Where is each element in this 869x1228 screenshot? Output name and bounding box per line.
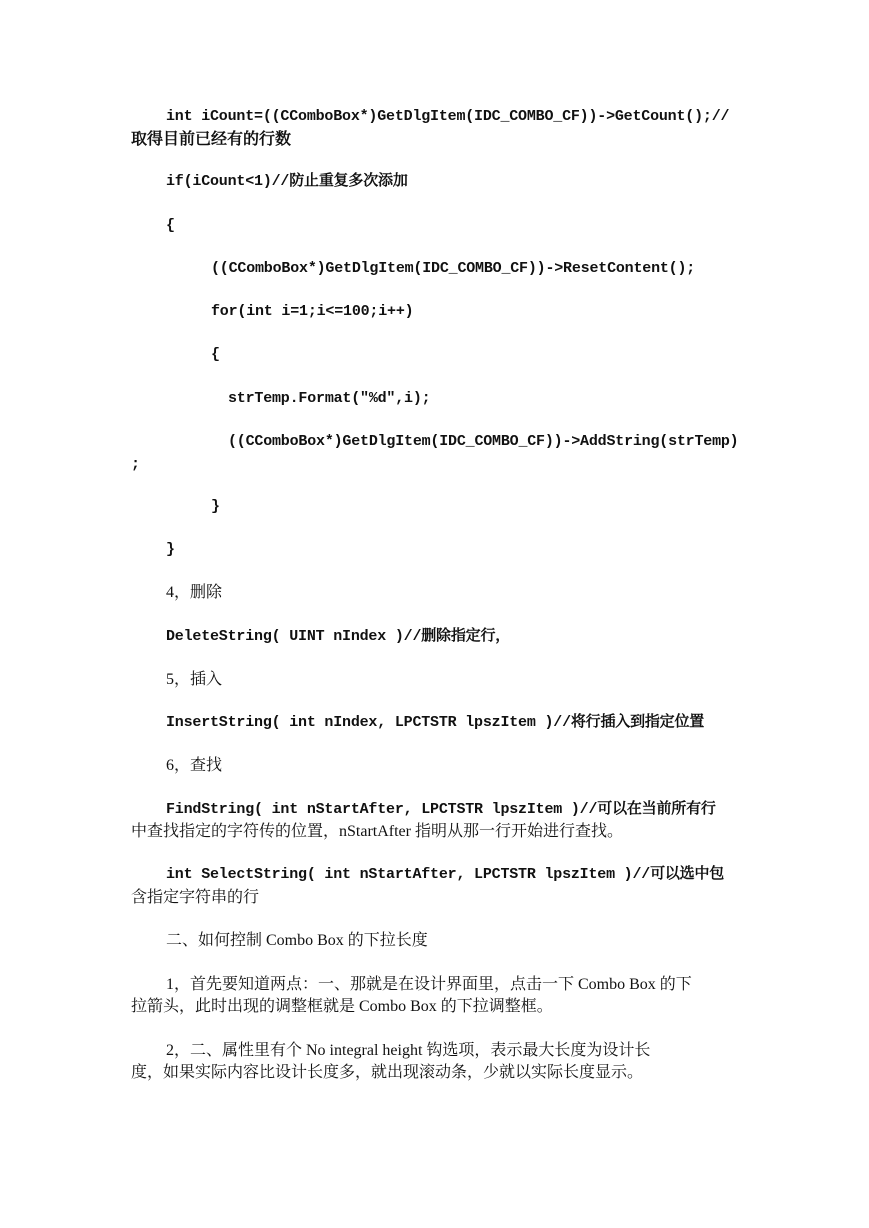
code-line-for: for(int i=1;i<=100;i++)	[211, 303, 414, 320]
heading-find: 6，查找	[166, 757, 223, 774]
code-line-if: if(iCount<1)//防止重复多次添加	[166, 173, 408, 190]
paragraph-two-line1: 2，二、属性里有个 No integral height 钩选项，表示最大长度为设计长	[166, 1042, 651, 1059]
heading-insert: 5，插入	[166, 671, 223, 688]
code-line-semicolon: ;	[131, 456, 140, 473]
code-line-findstring: FindString( int nStartAfter, LPCTSTR lpszItem )//可以在当前所有行	[166, 801, 716, 818]
paragraph-one-line1: 1，首先要知道两点：一、那就是在设计界面里，点击一下 Combo Box 的下	[166, 976, 692, 993]
text-selectstring-desc: 含指定字符串的行	[131, 889, 260, 906]
code-comment-continuation: 取得目前已经有的行数	[131, 131, 292, 148]
text-findstring-desc: 中查找指定的字符传的位置，nStartAfter 指明从那一行开始进行查找。	[131, 823, 623, 840]
code-line-resetcontent: ((CComboBox*)GetDlgItem(IDC_COMBO_CF))->ResetContent();	[211, 260, 696, 277]
code-line-addstring: ((CComboBox*)GetDlgItem(IDC_COMBO_CF))->AddString(strTemp)	[228, 433, 739, 450]
code-inner-open-brace: {	[211, 346, 220, 363]
code-line-format: strTemp.Format("%d",i);	[228, 390, 431, 407]
heading-delete: 4，删除	[166, 584, 223, 601]
paragraph-two-line2: 度，如果实际内容比设计长度多，就出现滚动条，少就以实际长度显示。	[131, 1064, 644, 1081]
code-open-brace: {	[166, 217, 175, 234]
code-line-deletestring: DeleteString( UINT nIndex )//删除指定行，	[166, 628, 511, 645]
section-heading-two: 二、如何控制 Combo Box 的下拉长度	[166, 932, 428, 949]
code-line-insertstring: InsertString( int nIndex, LPCTSTR lpszItem )//将行插入到指定位置	[166, 714, 705, 731]
paragraph-one-line2: 拉箭头，此时出现的调整框就是 Combo Box 的下拉调整框。	[131, 998, 553, 1015]
code-line-selectstring: int SelectString( int nStartAfter, LPCTSTR lpszItem )//可以选中包	[166, 866, 725, 883]
code-close-brace: }	[166, 541, 175, 558]
code-line-getcount: int iCount=((CComboBox*)GetDlgItem(IDC_COMBO_CF))->GetCount();//	[166, 108, 730, 125]
code-inner-close-brace: }	[211, 498, 220, 515]
